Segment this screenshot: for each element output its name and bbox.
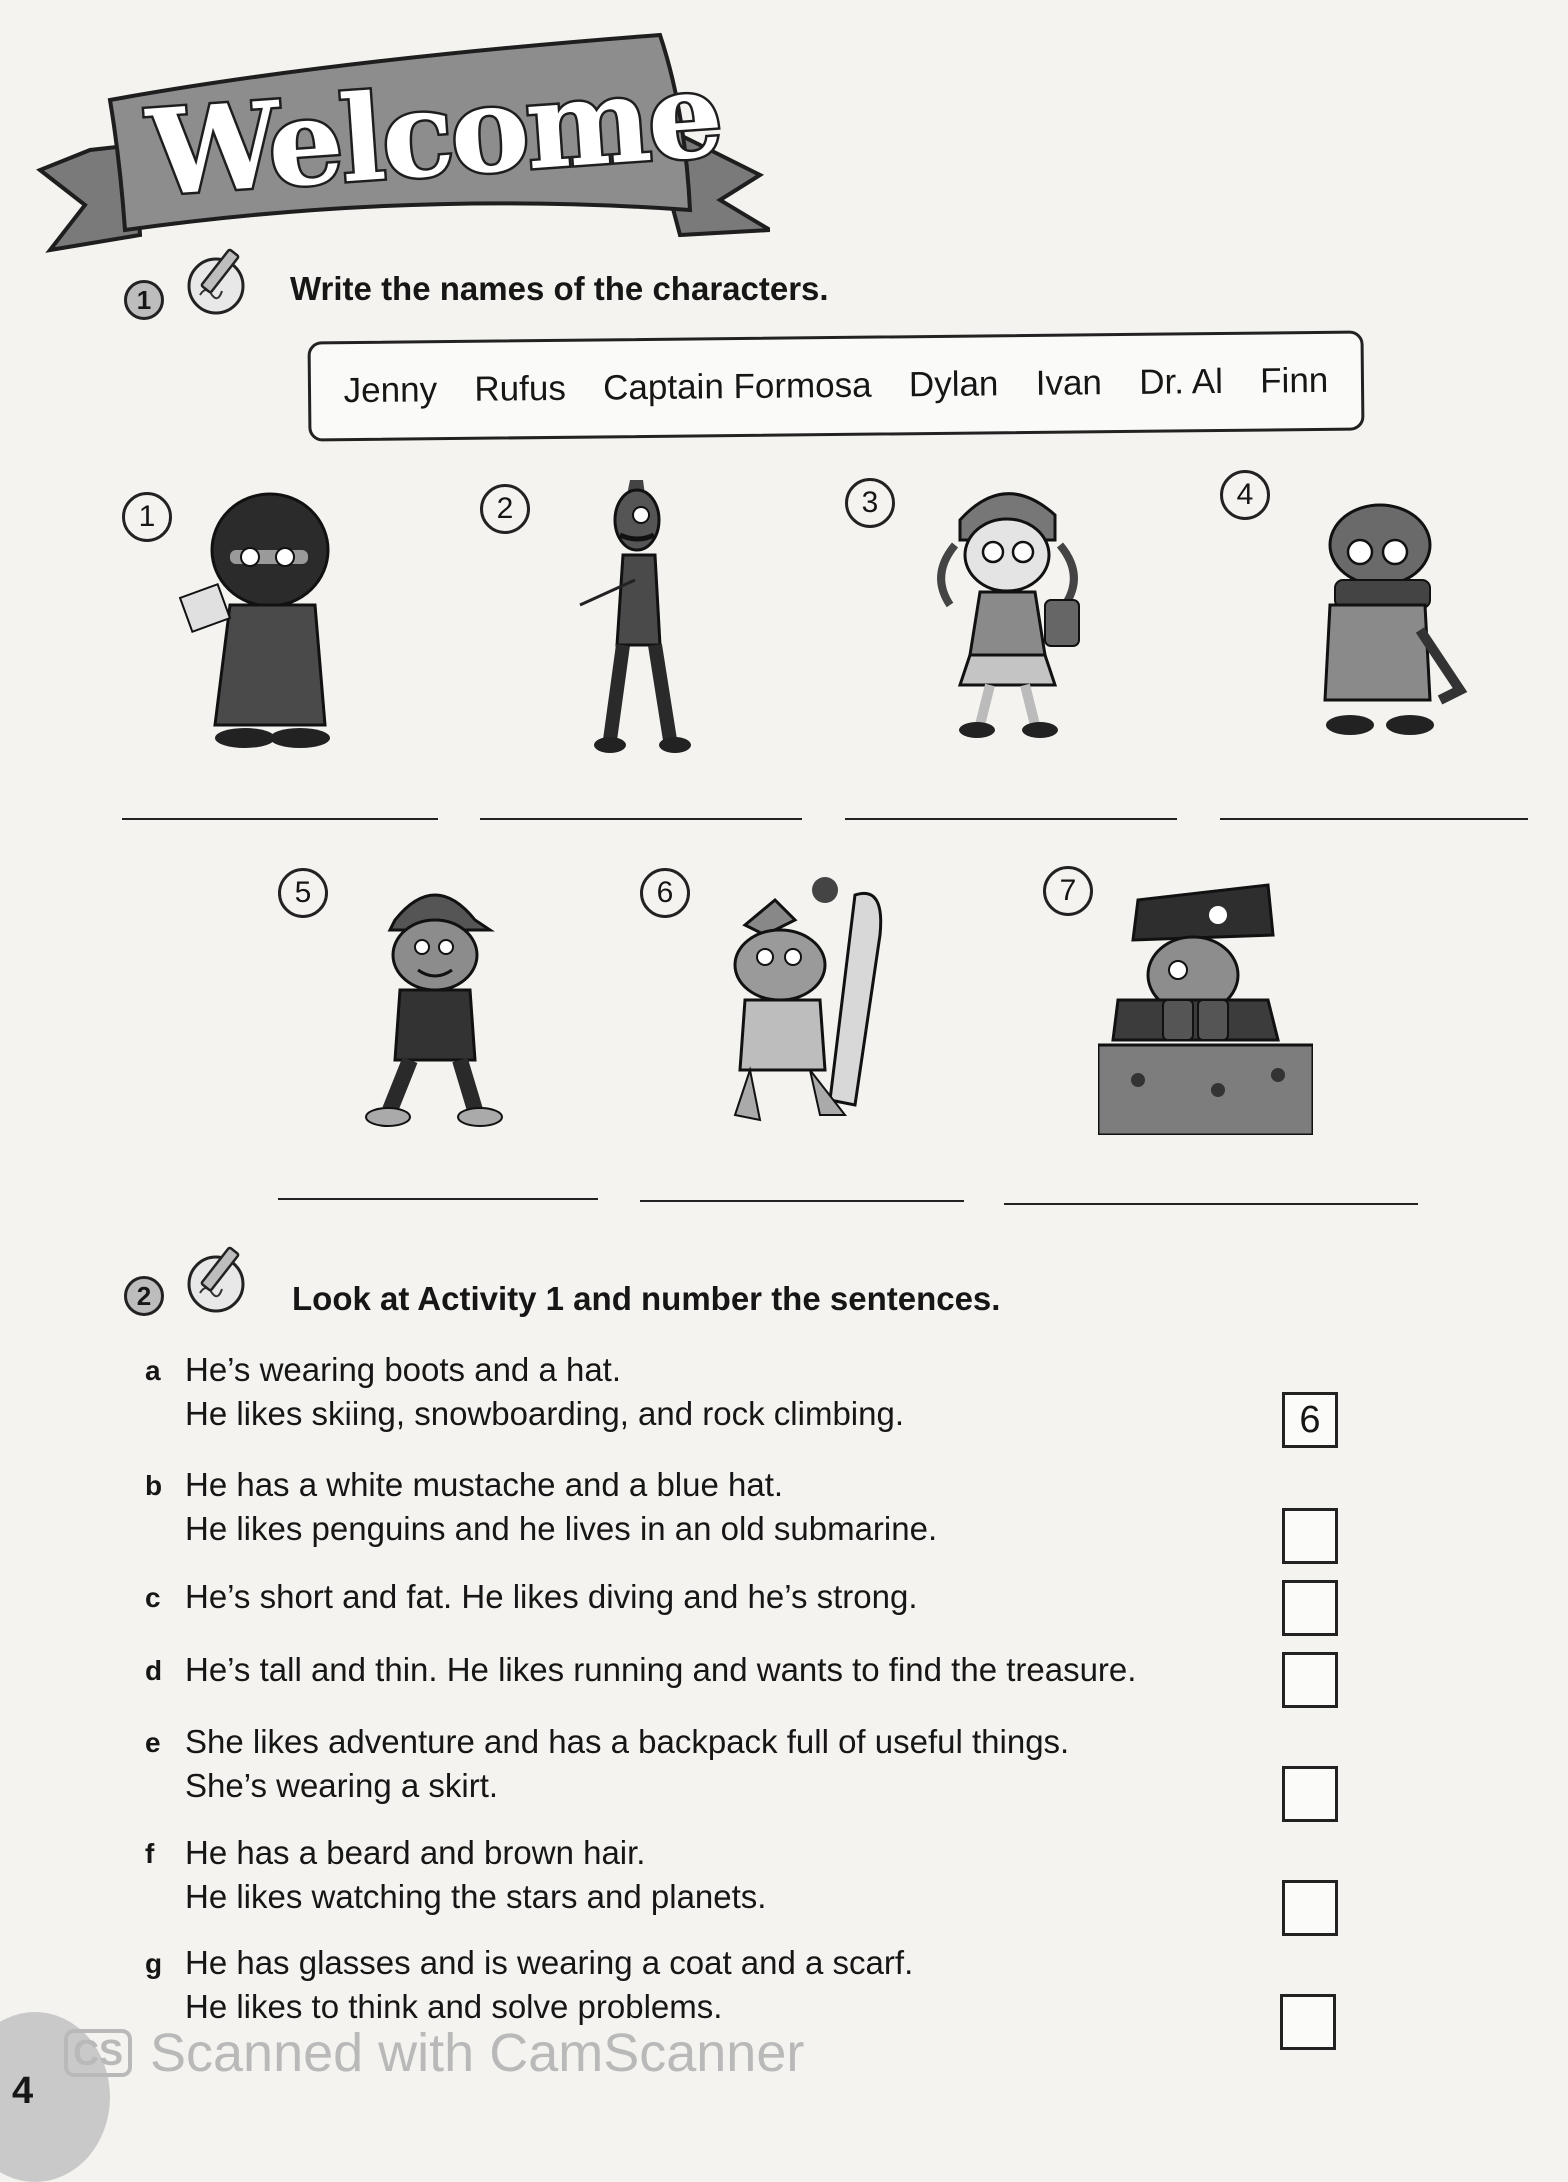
sentence-b: [185, 1463, 937, 1551]
word-captain-formosa: Captain Formosa: [602, 365, 872, 408]
sentence-e-line-1: She likes adventure and has a backpack full of useful things.: [185, 1723, 1070, 1760]
character-4-number: 4: [1220, 470, 1270, 520]
answer-box-d[interactable]: [1282, 1652, 1338, 1708]
sentence-e-letter: e: [145, 1727, 161, 1758]
character-2-figure: [575, 475, 715, 760]
sentence-g-letter: g: [145, 1948, 163, 1979]
character-7-figure: [1098, 880, 1313, 1135]
word-rufus: Rufus: [474, 368, 567, 409]
sentence-c: [185, 1575, 918, 1619]
word-finn: Finn: [1259, 360, 1329, 401]
character-2-number: 2: [480, 484, 530, 534]
sentence-g-line-2: He likes to think and solve problems.: [185, 1988, 723, 2025]
activity-2-number: 2: [124, 1276, 164, 1316]
watermark-text: Scanned with CamScanner: [150, 2023, 805, 2083]
character-6-number: 6: [640, 868, 690, 918]
sentence-d-line-1: He’s tall and thin. He likes running and wants to find the treasure.: [185, 1651, 1137, 1688]
sentence-a: [185, 1348, 904, 1436]
activity-1-number: 1: [124, 280, 164, 320]
character-6-figure: [705, 875, 895, 1135]
sentence-b-line-2: He likes penguins and he lives in an old submarine.: [185, 1510, 938, 1547]
sentence-a-line-2: He likes skiing, snowboarding, and rock climbing.: [185, 1395, 905, 1432]
answer-line-1[interactable]: [122, 818, 438, 822]
character-5-number: 5: [278, 868, 328, 918]
sentence-f-line-1: He has a beard and brown hair.: [185, 1834, 646, 1871]
sentence-b-letter: b: [145, 1470, 163, 1501]
sentence-a-letter: a: [145, 1355, 161, 1386]
word-dr-al: Dr. Al: [1139, 361, 1224, 402]
word-ivan: Ivan: [1035, 363, 1103, 403]
camscanner-logo-icon: CS: [64, 2029, 132, 2077]
answer-line-6[interactable]: [640, 1200, 964, 1204]
sentence-e: [185, 1720, 1069, 1808]
sentence-c-letter: c: [145, 1582, 161, 1613]
sentence-g-line-1: He has glasses and is wearing a coat and a scarf.: [185, 1944, 914, 1981]
sentence-d-letter: d: [145, 1655, 163, 1686]
answer-line-3[interactable]: [845, 818, 1177, 822]
answer-line-2[interactable]: [480, 818, 802, 822]
pencil-write-icon: [180, 1238, 260, 1314]
answer-box-e[interactable]: [1282, 1766, 1338, 1822]
pencil-write-icon: [180, 240, 260, 316]
sentence-f-line-2: He likes watching the stars and planets.: [185, 1878, 767, 1915]
answer-box-f[interactable]: [1282, 1880, 1338, 1936]
character-1-number: 1: [122, 492, 172, 542]
character-5-figure: [360, 875, 510, 1135]
character-1-figure: [175, 480, 355, 750]
camscanner-watermark: [64, 2022, 804, 2084]
sentence-c-line-1: He’s short and fat. He likes diving and he’s strong.: [185, 1578, 918, 1615]
character-3-figure: [925, 470, 1095, 745]
sentence-a-line-1: He’s wearing boots and a hat.: [185, 1351, 622, 1388]
welcome-banner: [30, 20, 770, 280]
sentence-g: [185, 1941, 913, 2029]
sentence-f-letter: f: [145, 1838, 155, 1869]
answer-box-c[interactable]: [1282, 1580, 1338, 1636]
activity-2-instruction: Look at Activity 1 and number the sentences.: [292, 1280, 1001, 1317]
activity-1-instruction: Write the names of the characters.: [290, 270, 829, 307]
character-7-number: 7: [1043, 866, 1093, 916]
answer-box-g[interactable]: [1280, 1994, 1336, 2050]
banner-title: Welcome: [143, 44, 725, 223]
word-bank: [308, 330, 1365, 441]
answer-line-7[interactable]: [1004, 1203, 1418, 1207]
answer-line-4[interactable]: [1220, 818, 1528, 822]
character-4-figure: [1300, 490, 1480, 745]
sentence-e-line-2: She’s wearing a skirt.: [185, 1767, 499, 1804]
sentence-d: [185, 1648, 1136, 1692]
answer-box-b[interactable]: [1282, 1508, 1338, 1564]
page-number: 4: [12, 2070, 34, 2112]
word-dylan: Dylan: [908, 364, 999, 405]
word-jenny: Jenny: [343, 370, 438, 411]
answer-box-a[interactable]: 6: [1282, 1392, 1338, 1448]
character-3-number: 3: [845, 478, 895, 528]
sentence-b-line-1: He has a white mustache and a blue hat.: [185, 1466, 784, 1503]
answer-line-5[interactable]: [278, 1198, 598, 1202]
sentence-f: [185, 1831, 766, 1919]
